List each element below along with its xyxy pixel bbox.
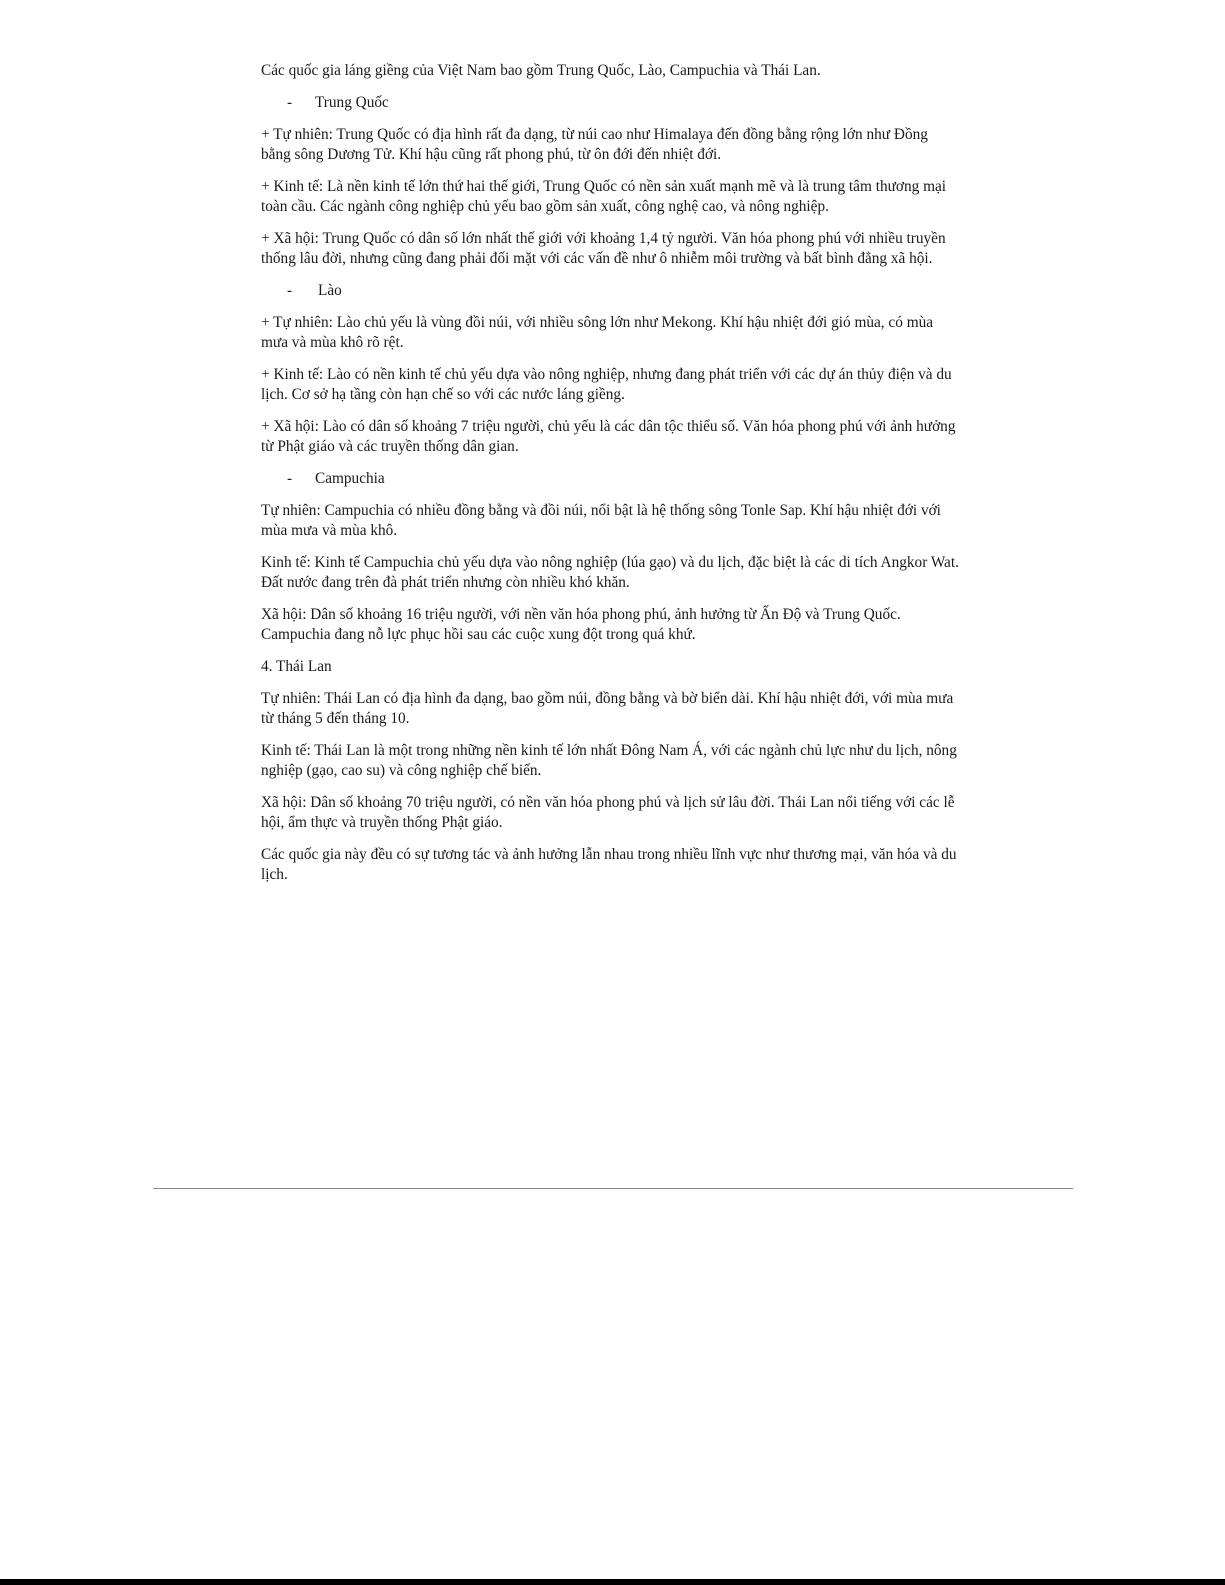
china-economy: + Kinh tế: Là nền kinh tế lớn thứ hai thế giới, Trung Quốc có nền sản xuất mạnh mẽ và là trung tâm thương mại toàn cầu. Các ngành công nghiệp chủ yếu bao gồm sản xuất, công nghệ cao, và nông nghiệp. (261, 178, 947, 215)
china-society: + Xã hội: Trung Quốc có dân số lớn nhất thế giới với khoảng 1,4 tỷ người. Văn hóa phong phú với nhiều truyền thống lâu đời, nhưng cũng đang phải đối mặt với các vấn đề như ô nhiễm môi trường và bất bình đẳng xã hội. (261, 230, 946, 267)
laos-economy: + Kinh tế: Lào có nền kinh tế chủ yếu dựa vào nông nghiệp, nhưng đang phát triển với các dự án thủy điện và du lịch. Cơ sở hạ tầng còn hạn chế so với các nước láng giềng. (261, 366, 952, 403)
conclusion-paragraph: Các quốc gia này đều có sự tương tác và ảnh hưởng lẫn nhau trong nhiều lĩnh vực như thương mại, văn hóa và du lịch. (261, 846, 957, 883)
laos-nature: + Tự nhiên: Lào chủ yếu là vùng đồi núi, với nhiều sông lớn như Mekong. Khí hậu nhiệt đới gió mùa, có mùa mưa và mùa khô rõ rệt. (261, 314, 934, 351)
thailand-society: Xã hội: Dân số khoảng 70 triệu người, có nền văn hóa phong phú và lịch sử lâu đời. Thái Lan nổi tiếng với các lễ hội, ẩm thực và truyền thống Phật giáo. (261, 794, 955, 831)
thailand-nature: Tự nhiên: Thái Lan có địa hình đa dạng, bao gồm núi, đồng bằng và bờ biển dài. Khí hậu nhiệt đới, với mùa mưa từ tháng 5 đến tháng 10. (261, 690, 954, 727)
thailand-economy: Kinh tế: Thái Lan là một trong những nền kinh tế lớn nhất Đông Nam Á, với các ngành chủ lực như du lịch, nông nghiệp (gạo, cao su) và công nghiệp chế biến. (261, 742, 957, 779)
bullet-dash: - (287, 470, 293, 487)
cambodia-society: Xã hội: Dân số khoảng 16 triệu người, với nền văn hóa phong phú, ảnh hưởng từ Ấn Độ và Trung Quốc. Campuchia đang nỗ lực phục hồi sau các cuộc xung đột trong quá khứ. (261, 606, 901, 643)
heading-laos: Lào (318, 282, 342, 299)
heading-cambodia: Campuchia (315, 470, 385, 487)
document-body (261, 61, 961, 897)
china-nature: + Tự nhiên: Trung Quốc có địa hình rất đa dạng, từ núi cao như Himalaya đến đồng bằng rộng lớn như Đồng bằng sông Dương Tử. Khí hậu cũng rất phong phú, từ ôn đới đến nhiệt đới. (261, 126, 928, 163)
laos-society: + Xã hội: Lào có dân số khoảng 7 triệu người, chủ yếu là các dân tộc thiểu số. Văn hóa phong phú với ảnh hưởng từ Phật giáo và các truyền thống dân gian. (261, 418, 956, 455)
bullet-laos (261, 281, 961, 301)
page-divider (153, 1188, 1073, 1189)
cambodia-economy: Kinh tế: Kinh tế Campuchia chủ yếu dựa vào nông nghiệp (lúa gạo) và du lịch, đặc biệt là các di tích Angkor Wat. Đất nước đang trên đà phát triển nhưng còn nhiều khó khăn. (261, 554, 959, 591)
bullet-dash: - (287, 282, 293, 299)
bullet-cambodia (261, 469, 961, 489)
heading-china: Trung Quốc (315, 94, 389, 111)
heading-thailand: 4. Thái Lan (261, 658, 332, 675)
intro-paragraph: Các quốc gia láng giềng của Việt Nam bao gồm Trung Quốc, Lào, Campuchia và Thái Lan. (261, 62, 821, 79)
cambodia-nature: Tự nhiên: Campuchia có nhiều đồng bằng và đồi núi, nổi bật là hệ thống sông Tonle Sap. Khí hậu nhiệt đới với mùa mưa và mùa khô. (261, 502, 941, 539)
bottom-edge-bar (0, 1579, 1225, 1585)
bullet-dash: - (287, 94, 293, 111)
bullet-china (261, 93, 961, 113)
